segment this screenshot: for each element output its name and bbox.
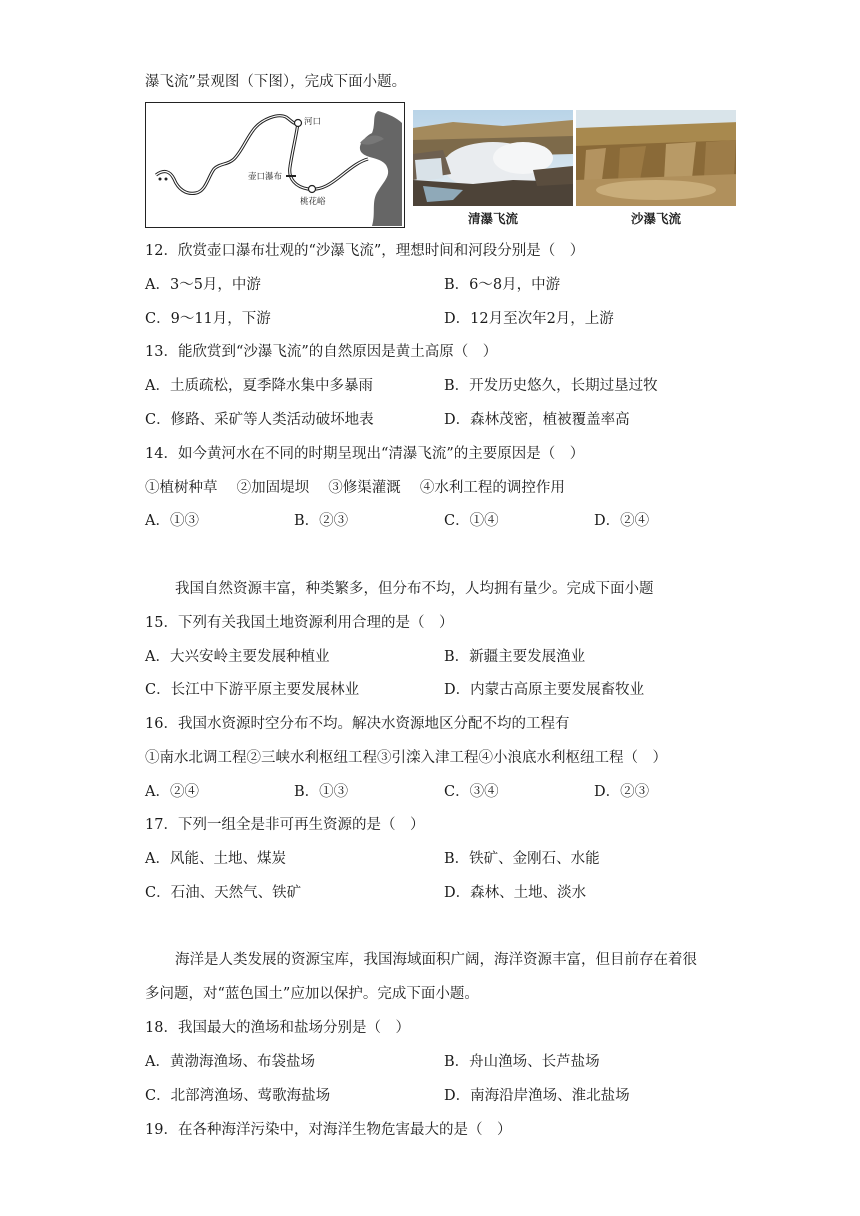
question-14-option-b[interactable]: B．②③ [294, 513, 349, 529]
question-15-stem: 15．下列有关我国土地资源利用合理的是（ ） [145, 615, 454, 631]
question-16-stem: 16．我国水资源时空分布不均。解决水资源地区分配不均的工程有 [145, 716, 570, 732]
question-15-option-c[interactable]: C．长江中下游平原主要发展林业 [145, 682, 360, 698]
question-16-option-a[interactable]: A．②④ [145, 784, 199, 800]
question-14-option-c[interactable]: C．①④ [444, 513, 499, 529]
question-13-option-a[interactable]: A．土质疏松，夏季降水集中多暴雨 [145, 378, 373, 394]
question-13-option-c[interactable]: C．修路、采矿等人类活动破坏地表 [145, 412, 374, 428]
question-12-option-a[interactable]: A．3～5月，中游 [145, 277, 261, 293]
question-17-option-c[interactable]: C．石油、天然气、铁矿 [145, 885, 302, 901]
ocean-passage-line-1: 海洋是人类发展的资源宝库，我国海域面积广阔，海洋资源丰富，但目前存在着很 [175, 952, 697, 968]
question-13-stem: 13．能欣赏到“沙瀑飞流”的自然原因是黄土高原（ ） [145, 344, 498, 360]
map-label-hekou: 河口 [304, 117, 322, 127]
question-15-option-d[interactable]: D．内蒙古高原主要发展畜牧业 [444, 682, 645, 698]
ocean-passage-line-2: 多问题，对“蓝色国土”应加以保护。完成下面小题。 [145, 986, 479, 1002]
map-label-taohuayu: 桃花峪 [300, 197, 326, 207]
question-12-option-c[interactable]: C．9～11月，下游 [145, 311, 271, 327]
question-14-option-a[interactable]: A．①③ [145, 513, 199, 529]
question-13-option-d[interactable]: D．森林茂密，植被覆盖率高 [444, 412, 630, 428]
question-16-option-d[interactable]: D．②③ [594, 784, 650, 800]
question-14-option-d[interactable]: D．②④ [594, 513, 650, 529]
yellow-river-map [145, 102, 405, 228]
question-12-option-b[interactable]: B．6～8月，中游 [444, 277, 561, 293]
sandy-waterfall-photo [576, 110, 736, 206]
question-14-statements: ①植树种草 ②加固堤坝 ③修渠灌溉 ④水利工程的调控作用 [145, 480, 565, 496]
question-16-option-c[interactable]: C．③④ [444, 784, 499, 800]
question-12-option-d[interactable]: D．12月至次年2月，上游 [444, 311, 614, 327]
question-17-option-a[interactable]: A．风能、土地、煤炭 [145, 851, 286, 867]
question-18-option-c[interactable]: C．北部湾渔场、莺歌海盐场 [145, 1088, 331, 1104]
question-19-stem: 19．在各种海洋污染中，对海洋生物危害最大的是（ ） [145, 1122, 512, 1138]
question-18-option-a[interactable]: A．黄渤海渔场、布袋盐场 [145, 1054, 315, 1070]
clear-waterfall-photo [413, 110, 573, 206]
question-18-option-b[interactable]: B．舟山渔场、长芦盐场 [444, 1054, 600, 1070]
question-12-stem: 12．欣赏壶口瀑布壮观的“沙瀑飞流”，理想时间和河段分别是（ ） [145, 243, 585, 259]
intro-text: 瀑飞流”景观图（下图），完成下面小题。 [145, 74, 407, 90]
question-13-option-b[interactable]: B．开发历史悠久，长期过垦过牧 [444, 378, 658, 394]
map-label-hukou: 壶口瀑布 [248, 172, 283, 182]
question-15-option-a[interactable]: A．大兴安岭主要发展种植业 [145, 649, 330, 665]
question-16-option-b[interactable]: B．①③ [294, 784, 349, 800]
question-18-stem: 18．我国最大的渔场和盐场分别是（ ） [145, 1020, 410, 1036]
resources-passage: 我国自然资源丰富，种类繁多，但分布不均，人均拥有量少。完成下面小题 [175, 581, 654, 597]
sandy-waterfall-caption: 沙瀑飞流 [630, 211, 681, 226]
clear-waterfall-caption: 清瀑飞流 [467, 211, 518, 226]
question-15-option-b[interactable]: B．新疆主要发展渔业 [444, 649, 586, 665]
question-17-option-b[interactable]: B．铁矿、金刚石、水能 [444, 851, 600, 867]
question-14-stem: 14．如今黄河水在不同的时期呈现出“清瀑飞流”的主要原因是（ ） [145, 446, 585, 462]
question-17-option-d[interactable]: D．森林、土地、淡水 [444, 885, 587, 901]
question-18-option-d[interactable]: D．南海沿岸渔场、淮北盐场 [444, 1088, 630, 1104]
question-17-stem: 17．下列一组全是非可再生资源的是（ ） [145, 817, 425, 833]
question-16-statements: ①南水北调工程②三峡水利枢纽工程③引滦入津工程④小浪底水利枢纽工程（ ） [145, 750, 667, 766]
